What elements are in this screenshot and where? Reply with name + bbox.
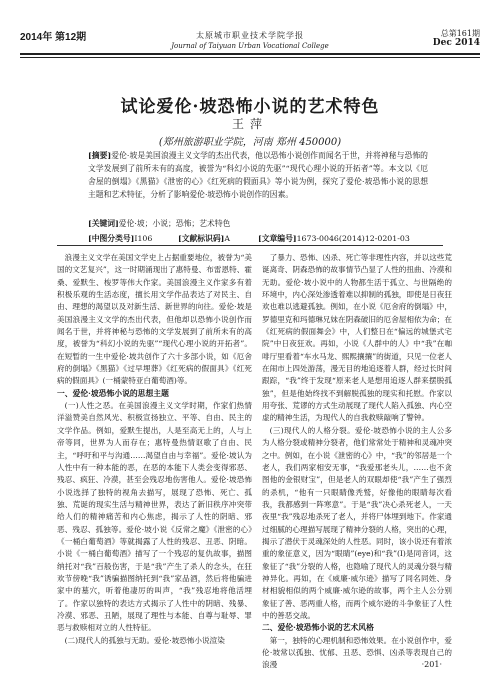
paragraph: 第一，独特的心理机制和恐怖效果。在小说创作中，爱伦·坡常以孤独、忧郁、丑恶、恐惧、凶杀等表现自己的浪漫 — [262, 635, 452, 670]
classification — [88, 233, 152, 244]
abstract — [88, 149, 428, 201]
right-column — [262, 252, 452, 672]
paragraph: 了暴力、恐怖、凶杀、死亡等非理性内容，并以这些荒诞离奇、阴森恐怖的故事情节凸显了人性的扭曲、冷漠和无助。爱伦·坡小说中的人物都生活于孤立、与世隔绝的环境中，内心深处渗透着难以抑制的孤独，即使是日夜狂欢也难以逃避孤独。例如，在小说《厄舍府的倒塌》中，罗德里克和玛德琳兄妹在阴森破旧的厄舍屋相依为命；在《红死病的假面舞会》中，人们整日在“偏远的城堡式宅院”中日夜狂欢。再如，小说《人群中的人》中“我”在咖啡厅里看着“车水马龙、熙熙攘攘”的街道，只见一位老人在闹市上四处游荡，漫无目的地追逐着人群，经过长时间跟踪，“我”终于发现“原来老人是想用追逐人群来摆脱孤独”，但是他始终找不到解脱孤独的现实和托慰。作家以用夸张、荒谬的方式生动展现了现代人陷入孤独、内心空虚的精神生活，为现代人的自我救赎敲响了警钟。 — [262, 253, 453, 423]
issue-date: Dec 2014 — [432, 38, 480, 48]
section-heading: 一、爱伦·坡恐怖小说的思想主题 — [57, 388, 169, 398]
classification-label: [中图分类号] — [88, 234, 135, 243]
issue-number: 总第161期 — [440, 29, 480, 38]
abstract-text: 爱伦·坡是美国浪漫主义文学的杰出代表，他以恐怖小说创作而闻名于世，并将神秘与恐怖的文学发展到了前所未有的高度，被誉为“科幻小说的先驱”“现代心理小说的开拓者”等。本文以《厄舍屋的倒塌》《黑猫》《泄密的心》《红死病的假面具》等小说为例，探究了爱伦·坡恐怖小说的思想主题和艺术特征，分析了影响爱伦·坡恐怖小说创作的因素。 — [88, 151, 428, 199]
author-name: 王萍 — [231, 117, 268, 131]
author-affiliation: (郑州旅游职业学院，河南 郑州 450000) — [158, 137, 342, 148]
document-code — [178, 233, 230, 244]
document-code-label: [文献标识码] — [178, 234, 225, 243]
keywords-label: [关键词] — [88, 219, 119, 228]
left-column — [57, 252, 252, 647]
abstract-divider — [57, 245, 443, 246]
header-year: 2014年 第12期 — [20, 32, 87, 43]
document-code-value: A — [224, 234, 231, 243]
journal-title-cn: 太原城市职业技术学院学报 — [196, 31, 304, 40]
paragraph: (二)现代人的孤独与无助。爱伦·坡恐怖小说渲染 — [64, 635, 225, 645]
article-number — [258, 233, 410, 244]
article-number-value: 1673-0046(2014)12-0201-03 — [296, 234, 410, 243]
section-heading: 二、爱伦·坡恐怖小说的艺术风格 — [262, 623, 374, 633]
article-title: 试论爱伦·坡恐怖小说的艺术特色 — [120, 97, 380, 117]
page-number: ·201· — [421, 660, 442, 669]
abstract-label: [摘要] — [88, 151, 112, 160]
paragraph: 浪漫主义文学在美国文学史上占据重要地位，被誉为“美国的文艺复兴”，这一时期涌现出了惠特曼、布雷恩特、霍桑、爱默生、梭罗等伟大作家。美国浪漫主义作家多有着积极乐观的生活态度，擅长用文学作品表达了对民主、自由、理想的渴望以及对新生活、新世界的向往。爱伦·坡是美国浪漫主义文学的杰出代表，但他却以恐怖小说创作而闻名于世，并将神秘与恐怖的文学发展到了前所未有的高度，被誉为“科幻小说的先驱”“现代心理小说的开拓者”。在短暂的一生中爱伦·坡共创作了六十多部小说，如《厄舍府的倒塌》《黑猫》《过早埋葬》《红死病的假面具》《红死病的假面具》(一桶蒙特亚白葡萄酒)等。 — [57, 253, 252, 386]
keywords-text: 爱伦·坡；小说；恐怖；艺术特色 — [118, 219, 231, 228]
header-rule-thin — [20, 57, 480, 58]
header-rule-thick — [20, 53, 480, 55]
classification-value: I106 — [134, 234, 153, 243]
paragraph: (一)人性之恶。在美国浪漫主义文学时期，作家们热情洋溢赞美自然风光、积极宣扬独立、平等、自由、民主的文学作品。例如，爱默生提出，人是至高无上的，人与上帝等同，世界为人而存在；惠特曼热情讴歌了自由、民主，“呼吁和平与沟通……渴望自由与幸福”。爱伦·坡认为人性中有一种本能的恶，在恶的本能下人类会变得邪恶、残忍、疯狂、冷漠，甚至会残忍地伤害他人。爱伦·坡恐怖小说选择了独特的视角去描写，展现了恐怖、死亡、孤独、荒诞的现实生活与精神世界，表达了新旧秩序冲突带给人们的精神痛苦和内心焦虑，揭示了人性的阴暗、邪恶、残忍、孤独等。爱伦·坡小说《反常之魔》《泄密的心》《一桶白葡萄酒》等就揭露了人性的残忍、丑恶、阴暗。小说《一桶白葡萄酒》描写了一个残忍的复仇故事，描图纳托对“我”百般伤害，于是“我”产生了杀人的念头，在狂欢节傍晚“我”诱骗描图纳托到“我”家品酒，然后将他骗进家中的墓穴，听着他凄厉的叫声，“我”残忍地将他活埋了。作家以独特的表达方式揭示了人性中的阴暗、残暴、冷漠、邪恶、丑陋，展现了理性与本能、自尊与耻辱、罪恶与救赎相对立的人性特征。 — [57, 401, 252, 633]
journal-header — [0, 0, 500, 70]
journal-title-en: Journal of Taiyuan Urban Vocational College — [171, 42, 329, 50]
keywords — [88, 218, 230, 229]
article-number-label: [文章编号] — [258, 234, 297, 243]
paragraph: (三)现代人的人格分裂。爱伦·坡恐怖小说的主人公多为人格分裂或精神分裂者，他们常常处于精神和灵魂冲突之中。例如，在小说《泄密的心》中，“我”的邻居是一个老人，我们两家相安无事，“我爱那老头儿，……也不贪图他的金银财宝”，但是老人的双眼却使“我”产生了强烈的杀机，“他有一只眼睛像秃鹫，好像他的眼睛每次看我，我都感到一阵寒意”。于是“我”决心杀死老人，一天夜里“我”残忍地杀死了老人，并将尸体埋到地下。作家通过细腻的心理描写展现了精神分裂的人格，突出的心理，揭示了潜伏于灵魂深处的人性恶。同时，该小说还有着浓重的象征意义，因为“眼睛”(eye)和“我”(I)是同音词，这象征了“我”分裂的人格，也隐喻了现代人的灵魂分裂与精神异化。再如，在《威廉·威尔逊》描写了同名同姓、身材相貌相似的两个威廉·威尔逊的故事，两个主人公分别象征了善、恶两重人格，而两个威尔逊的斗争象征了人性中的善恶交战。 — [262, 425, 453, 620]
